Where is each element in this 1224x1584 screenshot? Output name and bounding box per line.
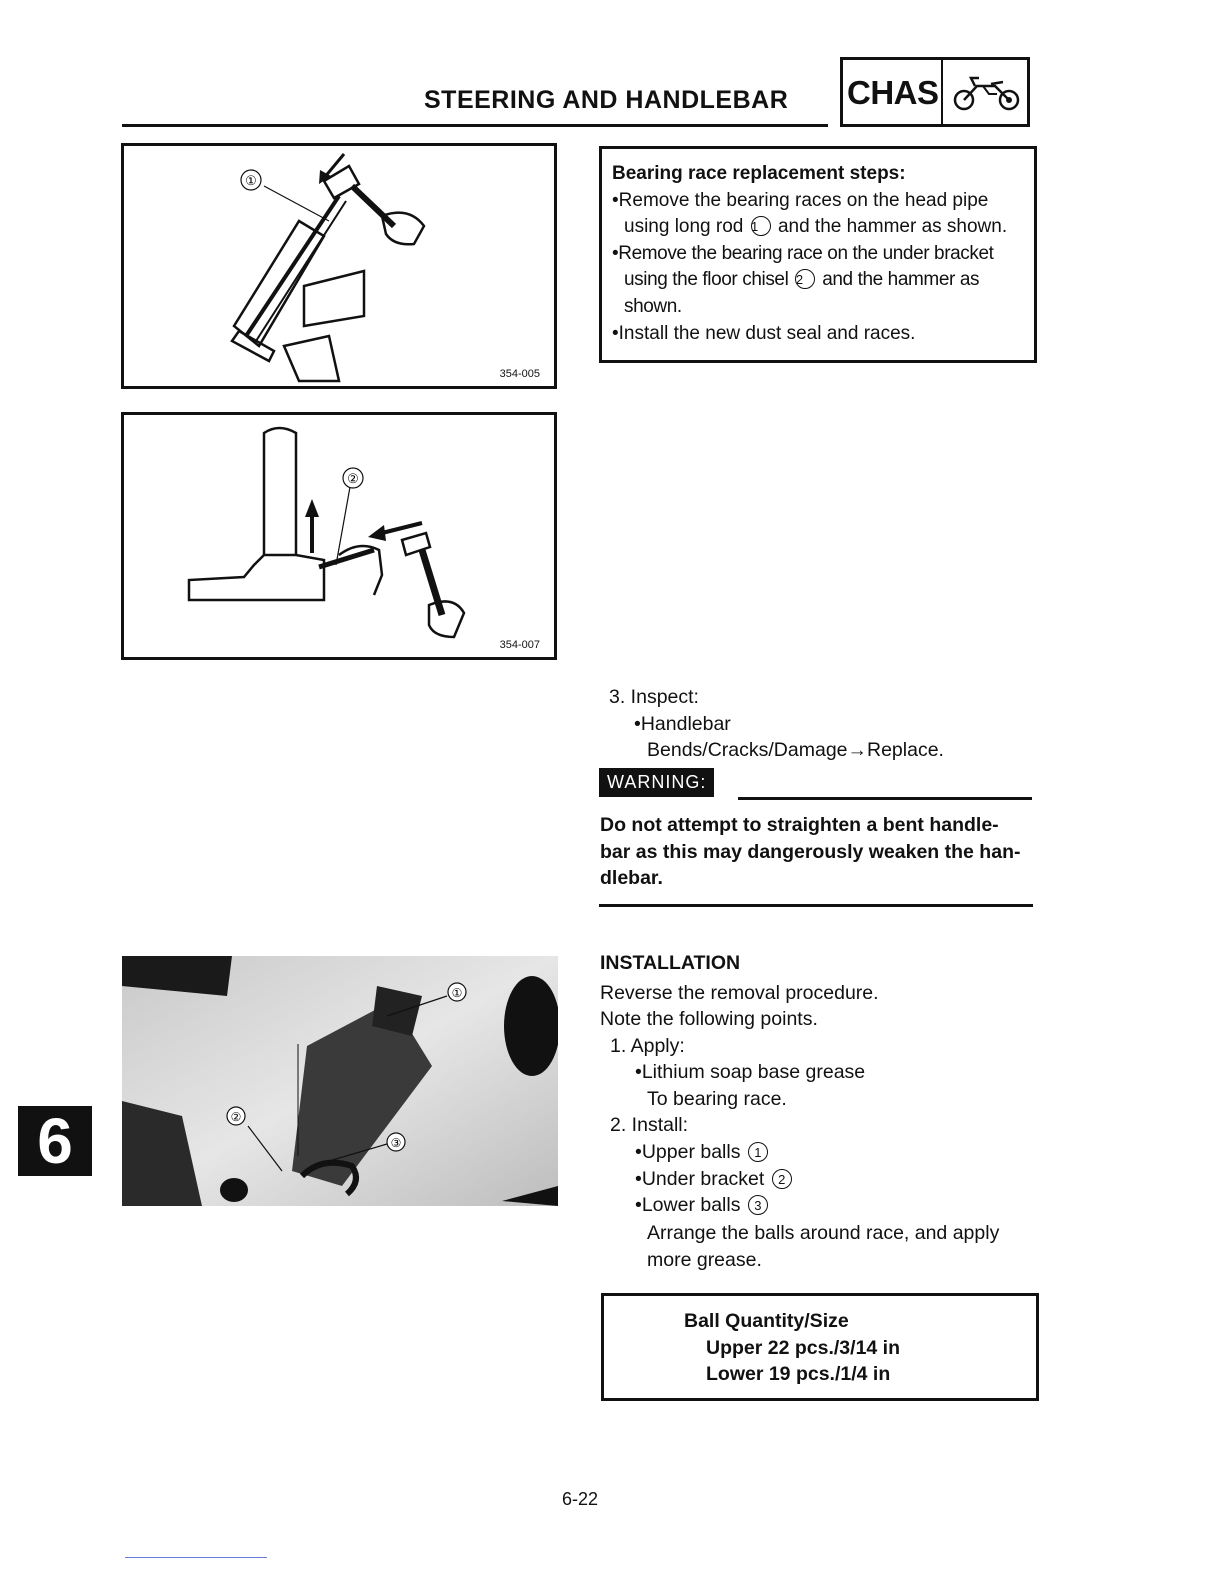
step-text: using long rod xyxy=(624,216,744,238)
inspect-heading: 3. Inspect: xyxy=(609,686,699,708)
photo-image xyxy=(122,956,558,1206)
photo-callout-1: ① xyxy=(451,986,463,1000)
installation-heading: INSTALLATION xyxy=(600,952,741,974)
warning-line: Do not attempt to straighten a bent handle- xyxy=(600,814,999,836)
callout-number: 1 xyxy=(748,1142,768,1162)
install-item-upper xyxy=(635,1139,770,1166)
photo-callout-3: ③ xyxy=(390,1136,402,1150)
step-text: •Remove the bearing race on the under bracket xyxy=(612,242,994,264)
inspect-detail: Bends/Cracks/Damage→Replace. xyxy=(647,739,944,761)
installation-line: Reverse the removal procedure. xyxy=(600,982,879,1004)
callout-number: 1 xyxy=(751,216,771,236)
long-rod-illustration xyxy=(124,146,554,386)
arrange-text: more grease. xyxy=(647,1249,762,1271)
item-text: •Upper balls xyxy=(635,1141,741,1163)
step-text: •Remove the bearing races on the head pipe xyxy=(612,189,989,211)
bearing-title: Bearing race replacement steps: xyxy=(612,163,906,184)
install-item-under xyxy=(635,1166,794,1193)
section-label: CHAS xyxy=(847,74,939,111)
photo-callout-2: ② xyxy=(230,1110,242,1124)
figure-long-rod xyxy=(121,143,557,389)
warning-line: dlebar. xyxy=(600,867,663,889)
warning-label: WARNING: xyxy=(599,768,714,797)
ball-lower: Lower 19 pcs./1/4 in xyxy=(706,1363,891,1385)
ball-title: Ball Quantity/Size xyxy=(684,1310,849,1332)
installation-line: Note the following points. xyxy=(600,1008,818,1030)
install-item-lower xyxy=(635,1192,770,1219)
callout-number: 2 xyxy=(772,1169,792,1189)
warning-bottom-rule xyxy=(599,904,1033,907)
apply-detail: To bearing race. xyxy=(647,1088,787,1110)
chapter-tab: 6 xyxy=(18,1106,92,1176)
warning-text xyxy=(600,812,1040,892)
callout-number: 3 xyxy=(748,1195,768,1215)
step-text: and the hammer as xyxy=(822,269,980,291)
apply-item: •Lithium soap base grease xyxy=(635,1061,866,1083)
figure-floor-chisel xyxy=(121,412,557,660)
section-divider xyxy=(941,60,943,124)
callout-2: ② xyxy=(347,471,359,486)
section-badge xyxy=(840,57,1030,127)
ball-upper: Upper 22 pcs./3/14 in xyxy=(706,1336,901,1359)
bearing-race-steps-box xyxy=(599,146,1037,363)
warning-rule xyxy=(738,797,1032,800)
bearing-step-2 xyxy=(612,241,1024,321)
callout-1: ① xyxy=(245,173,257,188)
figure-code: 354-005 xyxy=(499,368,540,380)
bearing-step-3: •Install the new dust seal and races. xyxy=(612,322,916,344)
arrange-text: Arrange the balls around race, and apply xyxy=(647,1222,1000,1244)
page-number: 6-22 xyxy=(562,1489,599,1509)
footer-line xyxy=(125,1557,267,1558)
step-text: and the hammer as shown. xyxy=(777,216,1008,238)
item-text: •Under bracket xyxy=(635,1168,765,1190)
inspect-item: •Handlebar xyxy=(634,713,731,735)
callout-number: 2 xyxy=(795,269,815,289)
page-title: STEERING AND HANDLEBAR xyxy=(424,86,789,114)
figure-code: 354-007 xyxy=(499,639,540,651)
installation-photo xyxy=(122,956,558,1206)
step-text: shown. xyxy=(624,295,682,317)
warning-line: bar as this may dangerously weaken the han- xyxy=(600,840,1021,863)
ball-quantity-box xyxy=(601,1293,1039,1401)
floor-chisel-illustration xyxy=(124,415,554,657)
bearing-step-1 xyxy=(612,188,1024,241)
item-text: •Lower balls xyxy=(635,1194,741,1216)
apply-heading: 1. Apply: xyxy=(610,1035,685,1057)
step-text: using the floor chisel xyxy=(624,269,789,291)
motorcycle-icon xyxy=(947,72,1025,116)
header-rule xyxy=(122,124,828,127)
install-heading: 2. Install: xyxy=(610,1114,689,1136)
